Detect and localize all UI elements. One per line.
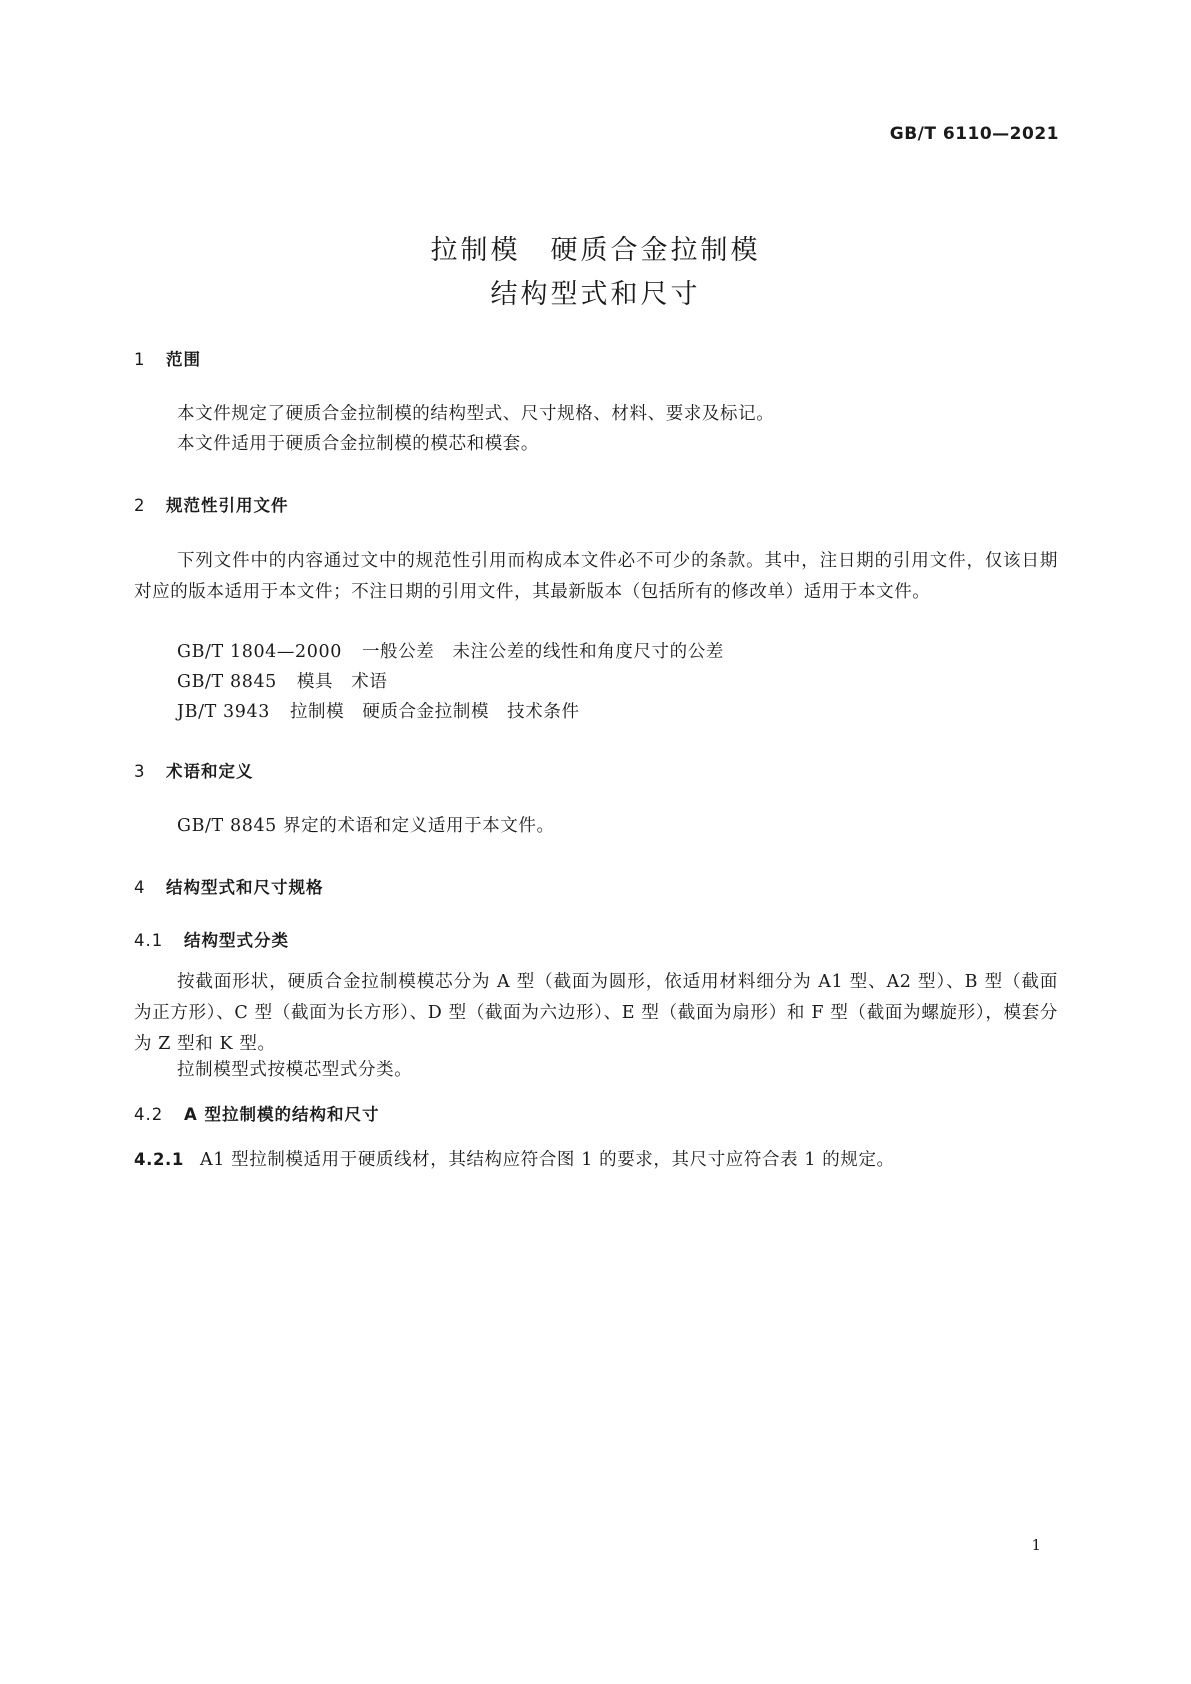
reference-title: 拉制模 硬质合金拉制模 技术条件: [289, 702, 580, 722]
document-title-line-2: 结构型式和尺寸: [490, 279, 701, 310]
section-title: 范围: [166, 350, 201, 369]
subsection-number: 4.1: [134, 931, 164, 950]
reference-code: GB/T 8845: [177, 672, 277, 692]
subsection-number: 4.2: [134, 1105, 164, 1124]
page-number: 1: [1031, 1536, 1041, 1554]
section-title: 规范性引用文件: [166, 496, 289, 515]
reference-code: GB/T 1804—2000: [177, 642, 342, 662]
section-1-paragraph-2: 本文件适用于硬质合金拉制模的模芯和模套。: [177, 434, 539, 454]
section-number: 2: [134, 496, 146, 515]
subsection-4-1-paragraph-2: 拉制模型式按模芯型式分类。: [177, 1060, 413, 1080]
section-title: 结构型式和尺寸规格: [166, 878, 324, 897]
section-title: 术语和定义: [166, 762, 254, 781]
clause-4-2-1: [134, 1146, 895, 1171]
section-2-heading: [134, 492, 289, 516]
reference-title: 一般公差 未注公差的线性和角度尺寸的公差: [361, 642, 724, 662]
section-number: 3: [134, 762, 146, 781]
section-3-paragraph-1: GB/T 8845 界定的术语和定义适用于本文件。: [177, 816, 555, 836]
subsection-title: 结构型式分类: [184, 931, 289, 950]
section-number: 1: [134, 350, 146, 369]
reference-item: [134, 667, 1058, 698]
reference-title: 模具 术语: [296, 672, 388, 692]
section-4-heading: [134, 874, 324, 898]
subsection-4-1-heading: [134, 927, 289, 951]
section-1-heading: [134, 346, 201, 370]
clause-number: 4.2.1: [134, 1150, 184, 1169]
section-3-heading: [134, 758, 254, 782]
reference-item: [134, 697, 1058, 728]
standard-number: GB/T 6110—2021: [889, 124, 1059, 144]
subsection-4-1-paragraph-1: 按截面形状，硬质合金拉制模模芯分为 A 型（截面为圆形，依适用材料细分为 A1 型、A2 型）、B 型（截面为正方形）、C 型（截面为长方形）、D 型（截面为六边形）、E 型（截面为扇形）和 F 型（截面为螺旋形），模套分为 Z 型和 K 型。: [134, 972, 1058, 1054]
document-title-line-1: 拉制模 硬质合金拉制模: [430, 235, 761, 266]
reference-code: JB/T 3943: [177, 702, 270, 722]
reference-item: [134, 637, 1058, 668]
subsection-title: A 型拉制模的结构和尺寸: [184, 1105, 380, 1124]
subsection-4-2-heading: [134, 1101, 380, 1125]
section-1-paragraph-1: 本文件规定了硬质合金拉制模的结构型式、尺寸规格、材料、要求及标记。: [177, 404, 775, 424]
clause-text: A1 型拉制模适用于硬质线材，其结构应符合图 1 的要求，其尺寸应符合表 1 的规定。: [200, 1150, 895, 1170]
section-2-intro: 下列文件中的内容通过文中的规范性引用而构成本文件必不可少的条款。其中，注日期的引用文件，仅该日期对应的版本适用于本文件；不注日期的引用文件，其最新版本（包括所有的修改单）适用于本文件。: [134, 551, 1058, 602]
section-number: 4: [134, 878, 146, 897]
